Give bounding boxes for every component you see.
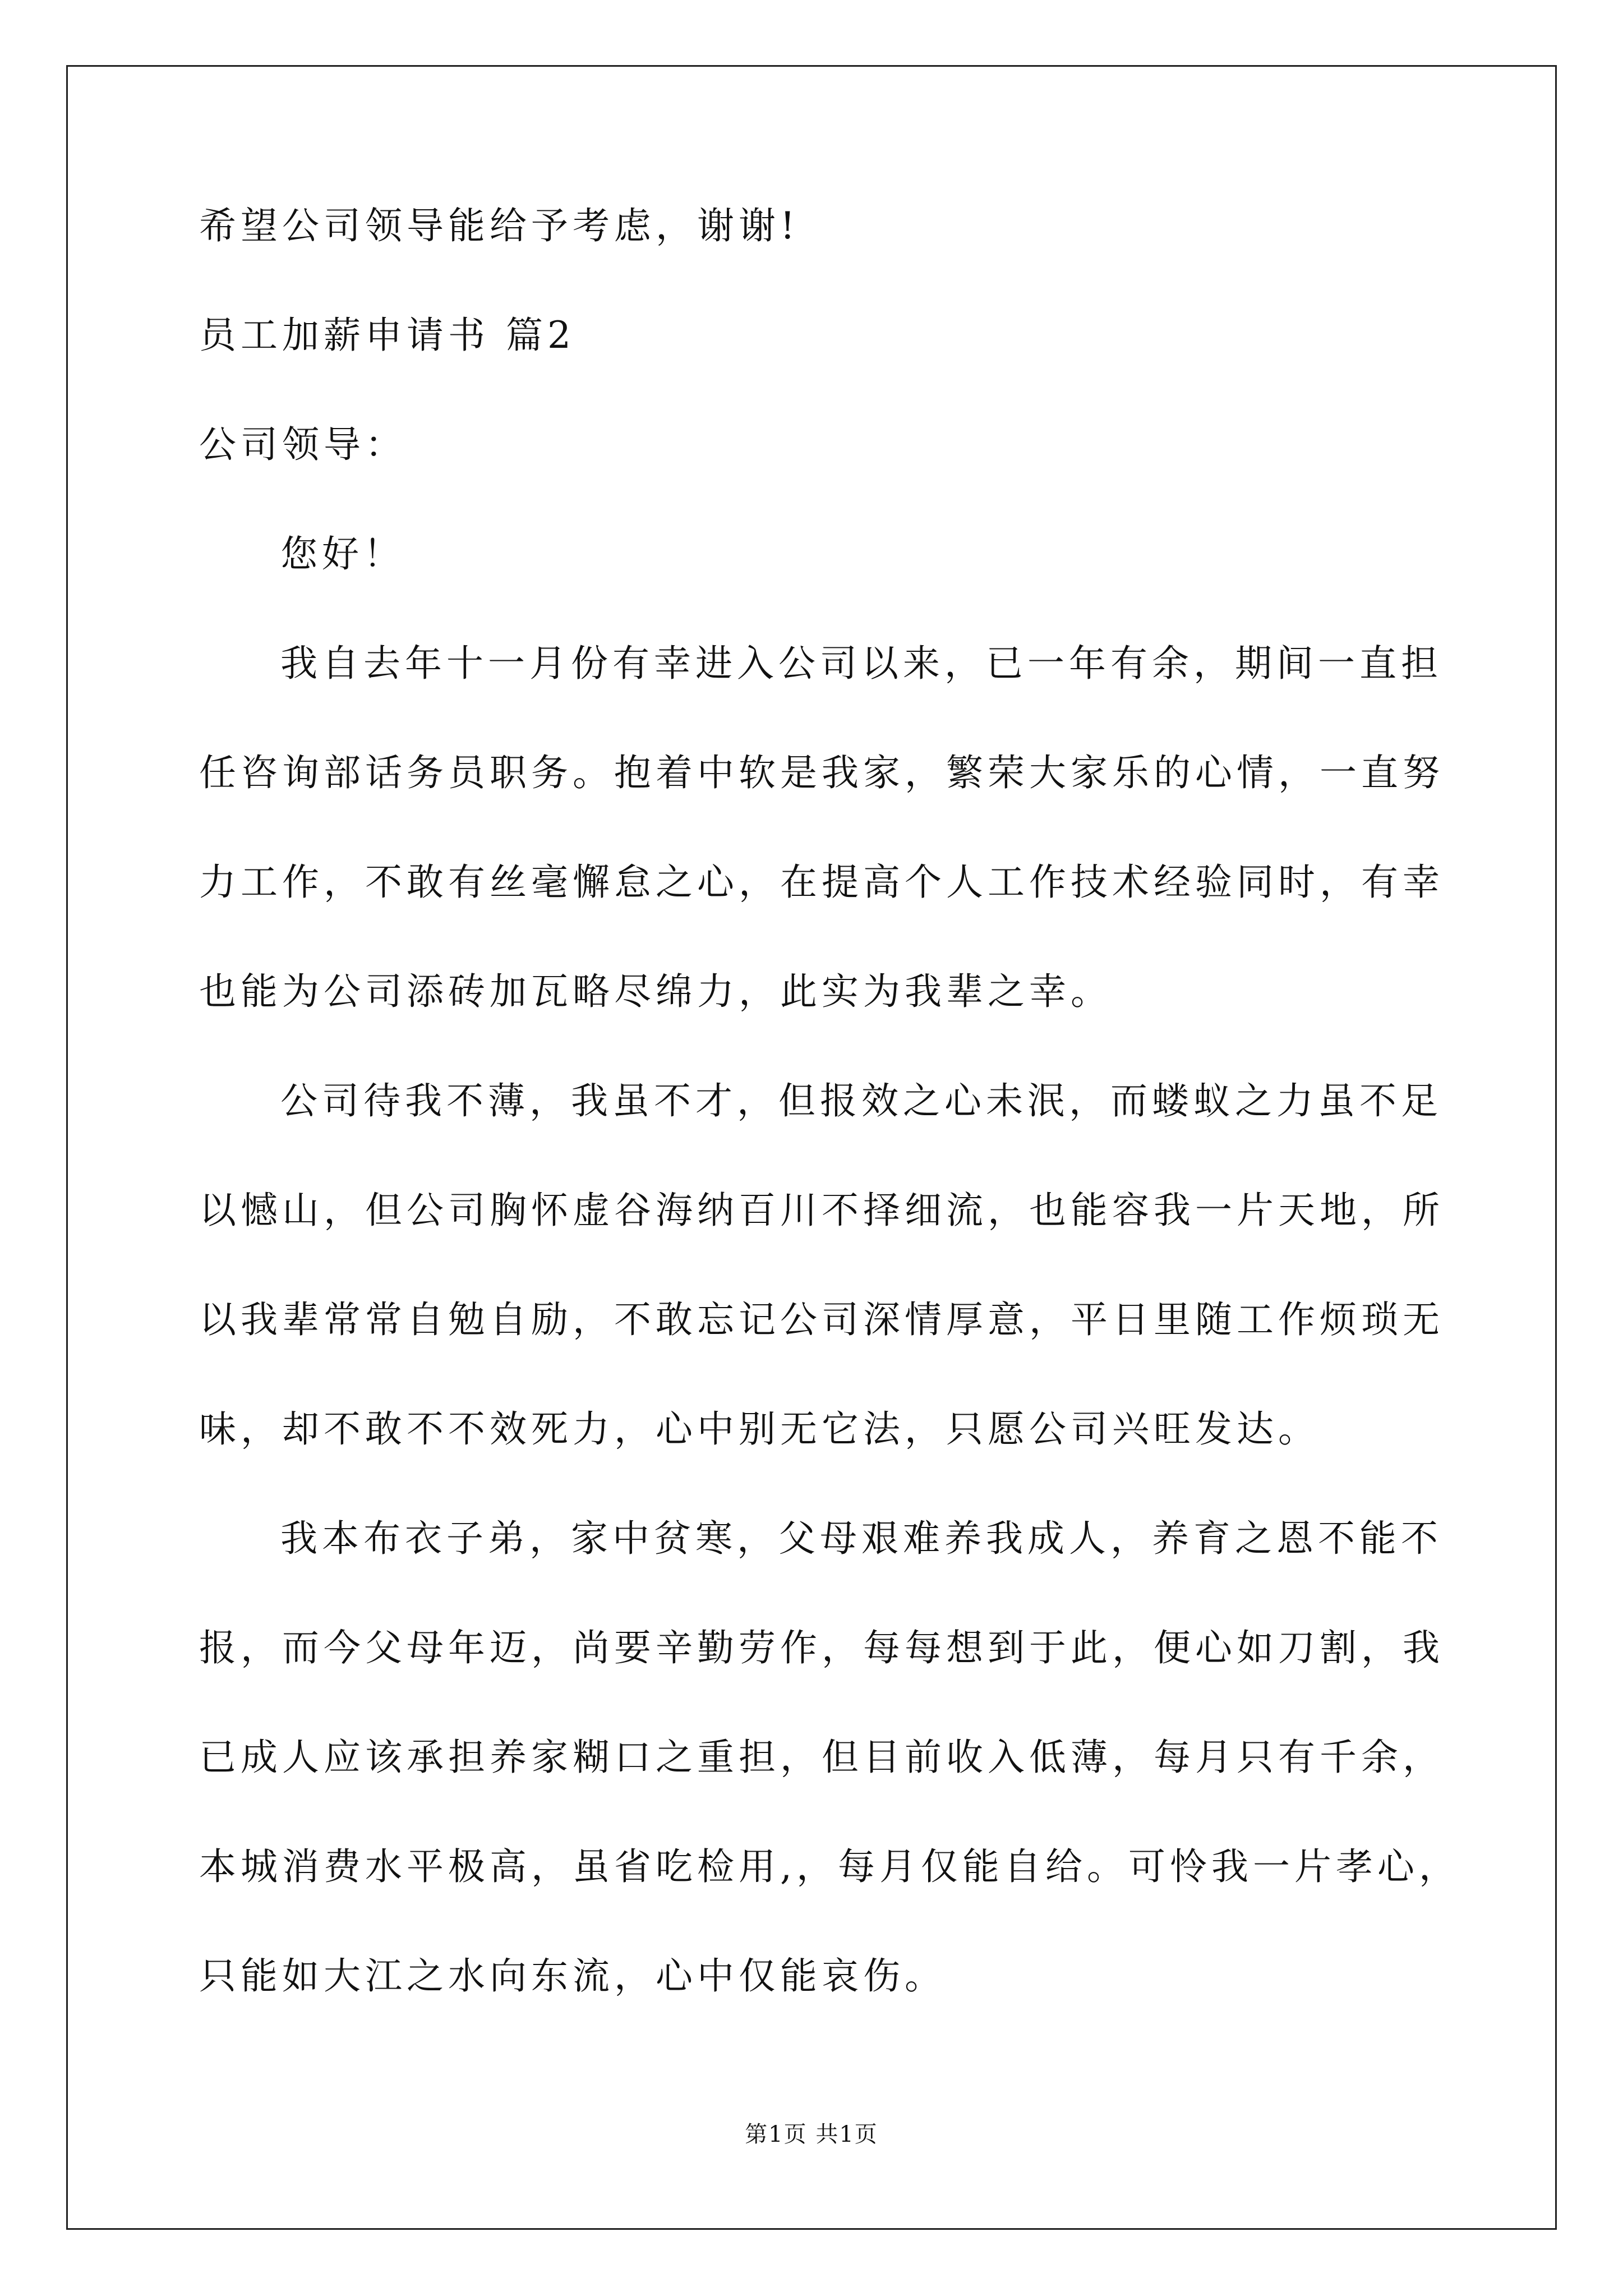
paragraph-1-line: 我自去年十一月份有幸进入公司以来，已一年有余，期间一直担 bbox=[280, 642, 1442, 685]
page-border bbox=[66, 65, 1557, 2230]
section-heading: 员工加薪申请书 篇2 bbox=[199, 314, 575, 357]
paragraph-2-line: 味，却不敢不不效死力，心中别无它法，只愿公司兴旺发达。 bbox=[199, 1407, 1320, 1451]
paragraph-3-line: 报，而今父母年迈，尚要辛勤劳作，每每想到于此，便心如刀割，我 bbox=[199, 1626, 1444, 1669]
paragraph-3-line: 只能如大江之水向东流，心中仅能哀伤。 bbox=[199, 1954, 946, 1998]
paragraph-3-line: 我本布衣子弟，家中贫寒，父母艰难养我成人，养育之恩不能不 bbox=[280, 1517, 1442, 1560]
paragraph-3-line: 本城消费水平极高，虽省吃检用,，每月仅能自给。可怜我一片孝心， bbox=[199, 1845, 1460, 1888]
salutation: 公司领导： bbox=[199, 423, 407, 466]
paragraph-1-line: 也能为公司添砖加瓦略尽绵力，此实为我辈之幸。 bbox=[199, 970, 1112, 1013]
paragraph-2-line: 公司待我不薄，我虽不才，但报效之心未泯，而蝼蚁之力虽不足 bbox=[280, 1079, 1442, 1122]
page-number-footer: 第1页 共1页 bbox=[745, 2122, 878, 2147]
paragraph-3-line: 已成人应该承担养家糊口之重担，但目前收入低薄，每月只有千余， bbox=[199, 1736, 1444, 1779]
greeting: 您好！ bbox=[280, 532, 405, 576]
paragraph-2-line: 以我辈常常自勉自励，不敢忘记公司深情厚意，平日里随工作烦琐无 bbox=[199, 1298, 1444, 1341]
paragraph-1-line: 力工作，不敢有丝毫懈怠之心，在提高个人工作技术经验同时，有幸 bbox=[199, 861, 1444, 904]
paragraph-2-line: 以憾山，但公司胸怀虚谷海纳百川不择细流，也能容我一片天地，所 bbox=[199, 1189, 1444, 1232]
paragraph-1-line: 任咨询部话务员职务。抱着中软是我家，繁荣大家乐的心情，一直努 bbox=[199, 751, 1444, 794]
closing-line: 希望公司领导能给予考虑，谢谢! bbox=[199, 204, 800, 247]
